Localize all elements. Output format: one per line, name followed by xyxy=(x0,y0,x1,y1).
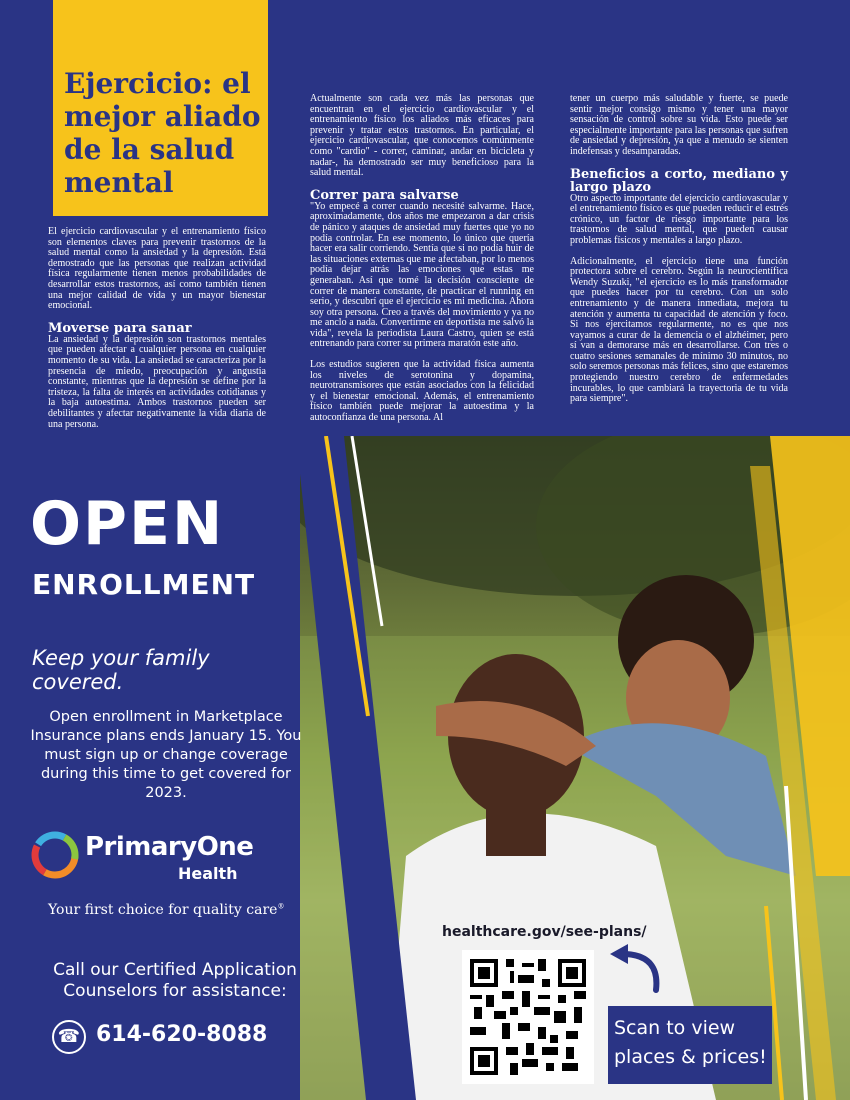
phone-number[interactable]: 614-620-8088 xyxy=(96,1022,268,1047)
qr-code-icon xyxy=(470,958,586,1076)
primaryone-logo xyxy=(30,826,310,886)
article-paragraph: Adicionalmente, el ejercicio tiene una función protectora sobre el cerebro. Según la neurocientífica Wendy Suzuki, "el ejercicio es lo más transformador que puedes hacer por tu cerebro. Con un solo entrenamiento y de manera inmediata, mejora tu atención y aumenta tu capacidad de atención y foco. Si nos ejercitamos regularmente, no es que nos vayamos a curar de la demencia o el alzhéimer, pero sí van a demorarse más en desarrollarse. Con tres o cuatro sesiones semanales de mínimo 30 minutos, no solo seremos personas más felices, sino que estaremos protegiendo nuestro cerebro de enfermedades incurables, lo que cambiará la trayectoria de tu vida para siempre". xyxy=(570,255,788,405)
qr-code[interactable] xyxy=(462,950,594,1084)
flyer-left-panel xyxy=(0,436,300,1100)
scan-line-2: places & prices! xyxy=(614,1046,767,1068)
article-quote-paragraph: "Yo empecé a correr cuando necesité salvarme. Hace, aproximadamente, dos años me empezaron a dar crisis de pánico y ataques de ansiedad muy fuertes que yo no podía controlar. En ese momento, lo único que quería hacer era salir corriendo. Sentía que si no podía huir de las situaciones externas que me afectaban, por lo menos podía dejar atrás las emociones que estas me generaban. Así que tomé la decisión consciente de correr de manera constante, de practicar el running en serio, y descubrí que el ejercicio es mi medicina. Ahora soy otra persona. Creo a través del movimiento y ya no me anclo a nada. Convertirme en deportista me salvó la vida", revela la periodista Laura Castro, quien se está entrenando para correr su primera maratón este año. xyxy=(310,200,534,350)
section-heading-beneficios: Beneficios a corto, mediano y largo plazo xyxy=(570,166,788,195)
call-counselors-text: Call our Certified Application Counselors for assistance: xyxy=(53,960,297,1001)
article-paragraph: tener un cuerpo más saludable y fuerte, se puede sentir mejor consigo mismo y tener una mayor sensación de control sobre su vida. Esto puede ser especialmente importante para las personas que sufren de ansiedad y depresión, ya que a menudo se sienten indefensas y desamparadas. xyxy=(570,93,788,157)
article-column-2 xyxy=(310,94,534,434)
scan-line-1: Scan to view xyxy=(614,1017,736,1039)
flyer-tagline: Keep your family covered. xyxy=(32,646,210,694)
section-heading-correr: Correr para salvarse xyxy=(310,187,459,203)
healthcare-url[interactable]: healthcare.gov/see-plans/ xyxy=(442,924,647,940)
brand-slogan xyxy=(48,902,284,918)
article-paragraph: Los estudios sugieren que la actividad física aumenta los niveles de serotonina y dopamina, neurotransmisores que están asociados con la felicidad y el bienestar emocional. Además, el entrenamiento físico también puede mejorar la autoestima y la autoconfianza de una persona. Al xyxy=(310,359,534,424)
article-column-1 xyxy=(48,227,266,440)
registered-mark: ® xyxy=(277,902,285,911)
article-paragraph: Otro aspecto importante del ejercicio cardiovascular y el entrenamiento físico es que pueden reducir el estrés crónico, un factor de riesgo importante para los trastornos de salud mental, que pueden causar problemas físicos y mentales a largo plazo. xyxy=(570,192,788,246)
phone-icon: ☎ xyxy=(52,1020,86,1054)
brand-slogan-text: Your first choice for quality care xyxy=(48,902,278,918)
title-box xyxy=(53,0,268,216)
article-paragraph: La ansiedad y la depresión son trastornos mentales que pueden afectar a cualquier persona en cualquier momento de su vida. La ansiedad se caracteriza por la presencia de miedo, preocupación y angustia constante, mientras que la depresión se define por la tristeza, la falta de interés en actividades cotidianas y la baja autoestima. Ambos trastornos pueden ser debilitantes y afectar negativamente la vida diaria de una persona. xyxy=(48,333,266,430)
headline-open: OPEN xyxy=(30,489,225,559)
primaryone-logo-icon xyxy=(30,830,80,880)
article-intro: El ejercicio cardiovascular y el entrenamiento físico son elementos claves para prevenir trastornos de la salud mental como la ansiedad y la depresión. Está demostrado que las personas que realizan actividad física regularmente tienen menos probabilidades de desarrollar estos trastornos, así como también tienen una mejor calidad de vida y un mayor bienestar emocional. xyxy=(48,226,266,312)
section-heading-moverse: Moverse para sanar xyxy=(48,320,192,336)
enrollment-info: Open enrollment in Marketplace Insurance plans ends January 15. You must sign up or change coverage during this time to get covered for 2023. xyxy=(30,709,302,801)
headline-enrollment: ENROLLMENT xyxy=(32,568,256,601)
article-column-3 xyxy=(570,94,788,415)
curved-arrow-icon xyxy=(604,944,664,996)
article-section xyxy=(0,0,850,436)
scan-text xyxy=(614,1014,774,1072)
brand-sub: Health xyxy=(178,864,238,883)
enrollment-flyer xyxy=(0,436,850,1100)
article-paragraph: Actualmente son cada vez más las personas que encuentran en el ejercicio cardiovascular y el entrenamiento físico los aliados más eficaces para prevenir y tratar estos trastornos. En particular, el ejercicio cardiovascular, que conocemos comúnmente como "cardio" - correr, caminar, andar en bicicleta y nadar-, ha demostrado ser muy beneficioso para la salud mental. xyxy=(310,93,534,179)
brand-name: PrimaryOne xyxy=(85,832,254,862)
scan-callout xyxy=(608,1006,772,1084)
article-title: Ejercicio: el mejor aliado de la salud mental xyxy=(64,67,261,199)
